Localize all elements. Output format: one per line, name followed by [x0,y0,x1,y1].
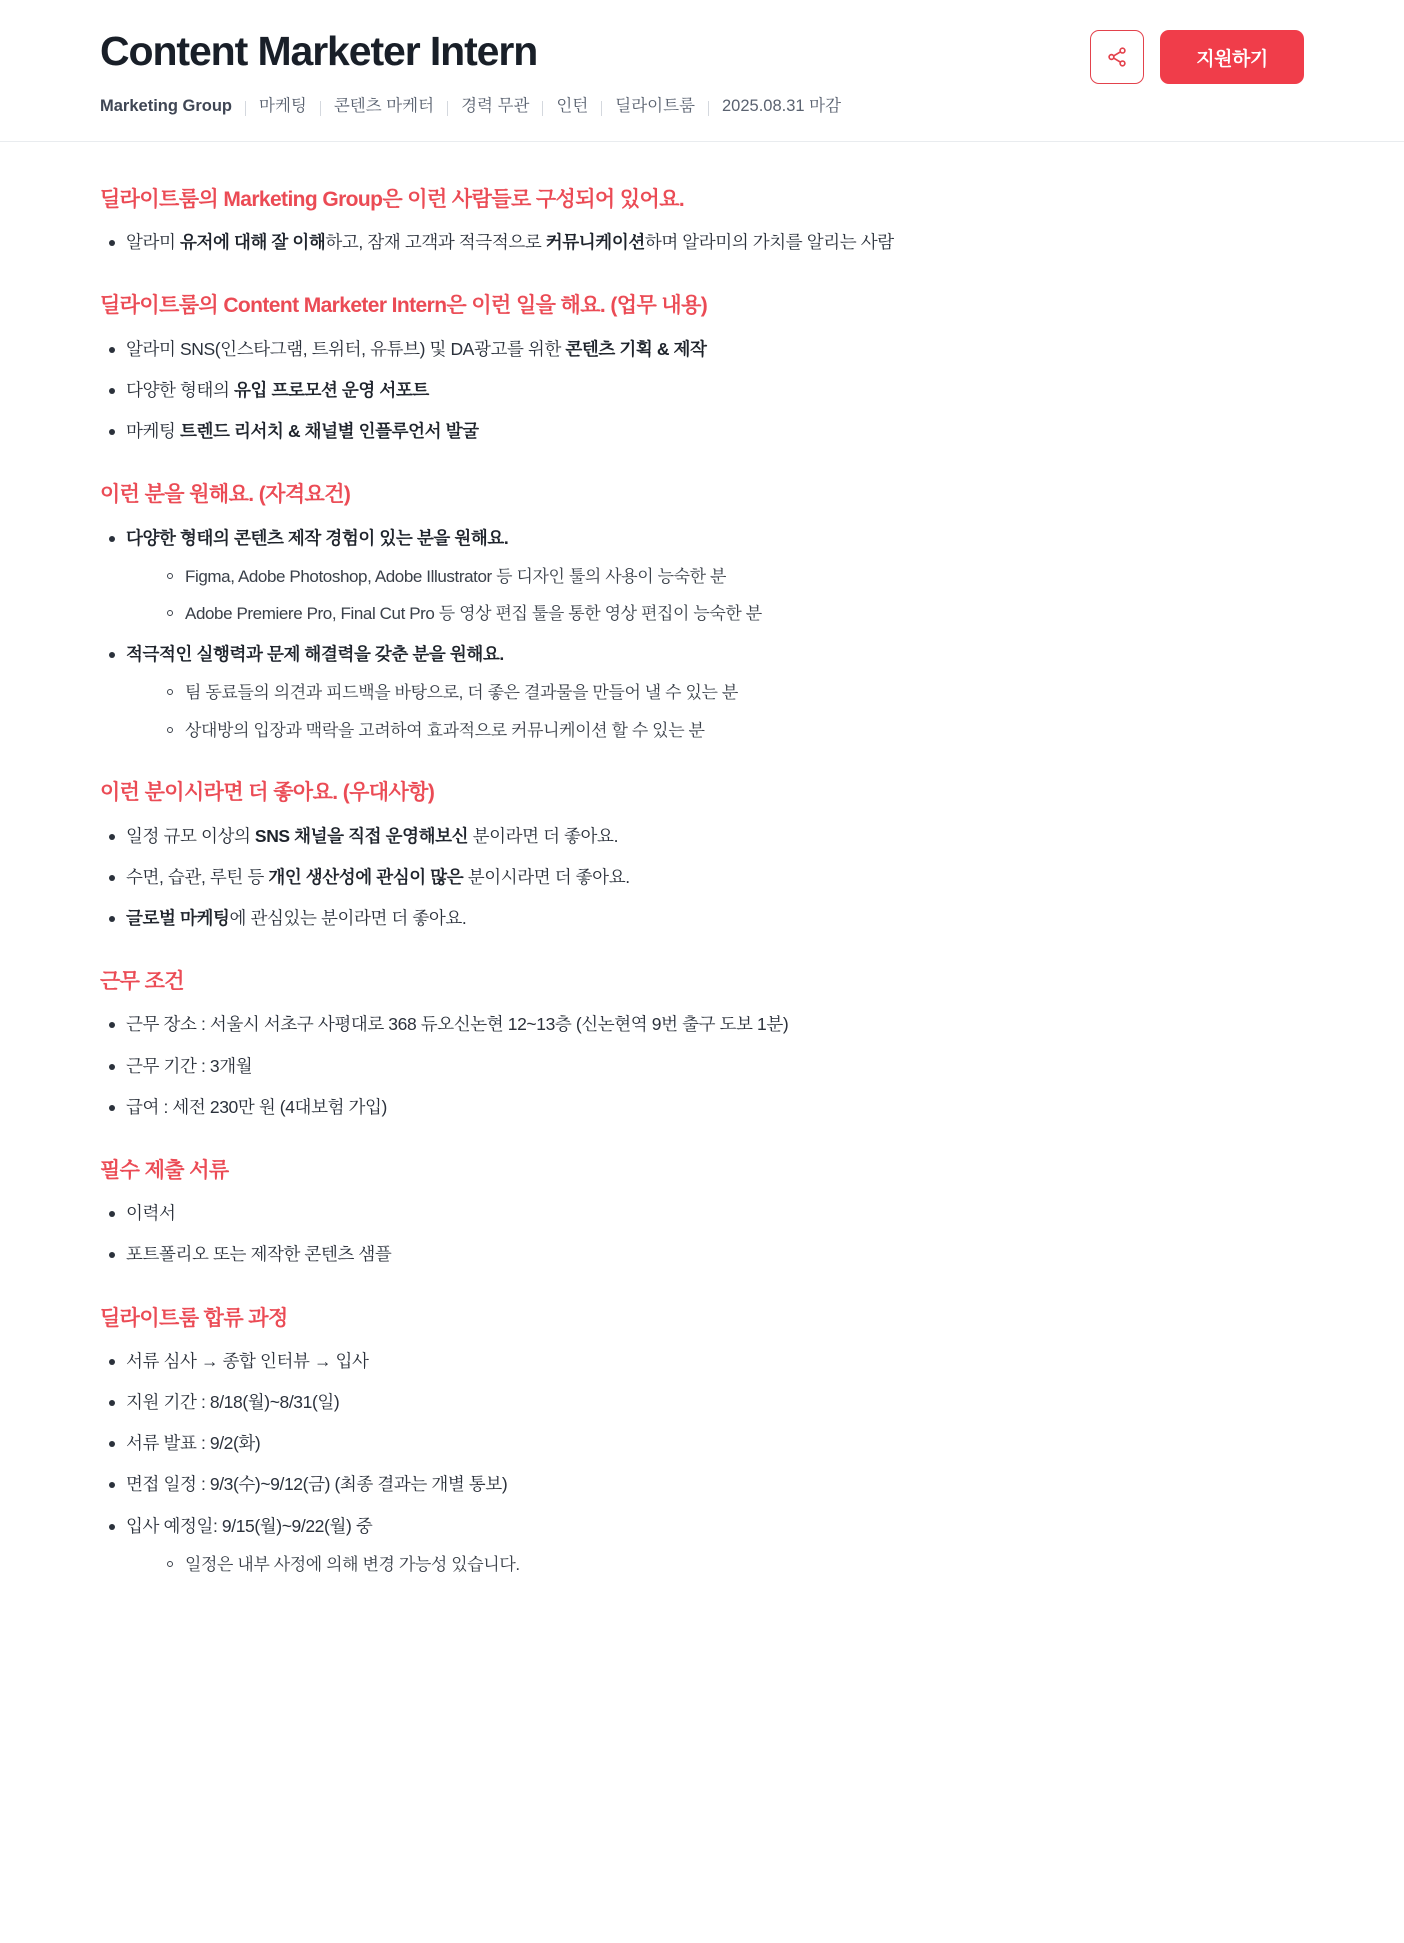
list-item-text: 급여 : 세전 230만 원 (4대보험 가입) [126,1096,387,1117]
list-item-text: 포트폴리오 또는 제작한 콘텐츠 샘플 [126,1244,392,1265]
list-item [100,1471,1304,1498]
list-item [100,336,1304,363]
list-item-text: 근무 장소 : 서울시 서초구 사평대로 368 듀오신논현 12~13층 (신논현역 9번 출구 도보 1분) [126,1014,789,1035]
bullet-list [100,229,1304,256]
meta-item: 인턴 [556,97,589,116]
list-item [100,1053,1304,1080]
job-meta-line [100,94,841,119]
section-heading: 이런 분을 원해요. (자격요건) [100,483,351,507]
page-header [0,0,1404,142]
apply-button[interactable]: 지원하기 [1160,30,1304,84]
meta-separator [542,101,543,116]
list-item [100,1348,1304,1375]
section-heading: 필수 제출 서류 [100,1158,229,1182]
meta-separator [320,101,321,116]
list-item [100,1430,1304,1457]
sub-bullet-list [126,564,1304,627]
list-item-text: 근무 기간 : 3개월 [126,1055,253,1076]
sub-list-item: Figma, Adobe Photoshop, Adobe Illustrator 등 디자인 툴의 사용이 능숙한 분 [158,564,1304,590]
sub-list-item: 일정은 내부 사정에 의해 변경 가능성 있습니다. [158,1552,1304,1578]
meta-item: 콘텐츠 마케터 [333,97,435,116]
description-section [100,184,1304,257]
share-button[interactable] [1090,30,1144,84]
list-item-text: 글로벌 마케팅에 관심있는 분이라면 더 좋아요. [126,907,467,928]
list-item-text: 서류 심사 → 종합 인터뷰 → 입사 [126,1351,369,1372]
meta-item: Marketing Group [100,97,233,116]
list-item [100,1241,1304,1268]
section-heading: 딜라이트룸의 Marketing Group은 이런 사람들로 구성되어 있어요. [100,187,685,211]
share-icon [1106,46,1128,68]
meta-item: 2025.08.31 마감 [722,97,842,116]
meta-separator [708,101,709,116]
bullet-list [100,1200,1304,1268]
section-heading: 딜라이트룸 합류 과정 [100,1306,288,1330]
list-item [100,864,1304,891]
meta-item: 경력 무관 [461,97,530,116]
list-item [100,641,1304,743]
list-item [100,905,1304,932]
list-item [100,377,1304,404]
meta-separator [245,101,246,116]
sub-list-item: Adobe Premiere Pro, Final Cut Pro 등 영상 편집 툴을 통한 영상 편집이 능숙한 분 [158,601,1304,627]
bullet-list [100,823,1304,932]
description-section [100,966,1304,1121]
list-item-text: 일정 규모 이상의 SNS 채널을 직접 운영해보신 분이라면 더 좋아요. [126,825,619,846]
list-item [100,418,1304,445]
list-item-text: 수면, 습관, 루틴 등 개인 생산성에 관심이 많은 분이시라면 더 좋아요. [126,866,630,887]
list-item [100,525,1304,627]
bullet-list [100,525,1304,743]
title-block [100,26,841,119]
list-item-text: 적극적인 실행력과 문제 해결력을 갖춘 분을 원해요. [126,643,504,664]
meta-item: 딜라이트룸 [615,97,695,116]
meta-item: 마케팅 [259,97,307,116]
bullet-list [100,1011,1304,1120]
bullet-list [100,1348,1304,1577]
list-item [100,1094,1304,1121]
list-item-text: 입사 예정일: 9/15(월)~9/22(월) 중 [126,1515,373,1536]
list-item-text: 이력서 [126,1203,176,1224]
list-item [100,1389,1304,1416]
meta-separator [601,101,602,116]
list-item-text: 다양한 형태의 유입 프로모션 운영 서포트 [126,380,429,401]
description-section [100,479,1304,743]
list-item [100,1011,1304,1038]
list-item-text: 알라미 SNS(인스타그램, 트위터, 유튜브) 및 DA광고를 위한 콘텐츠 기획 & 제작 [126,338,707,359]
list-item [100,229,1304,256]
page-title: Content Marketer Intern [100,28,538,74]
list-item-text: 알라미 유저에 대해 잘 이해하고, 잠재 고객과 적극적으로 커뮤니케이션하며 알라미의 가치를 알리는 사람 [126,232,894,253]
list-item [100,1513,1304,1578]
description-section [100,290,1304,445]
sub-list-item: 팀 동료들의 의견과 피드백을 바탕으로, 더 좋은 결과물을 만들어 낼 수 있는 분 [158,680,1304,706]
description-section [100,1303,1304,1578]
sub-bullet-list [126,1552,1304,1578]
description-section [100,1155,1304,1269]
bullet-list [100,336,1304,445]
list-item-text: 지원 기간 : 8/18(월)~8/31(일) [126,1392,340,1413]
list-item-text: 마케팅 트렌드 리서치 & 채널별 인플루언서 발굴 [126,421,479,442]
sub-list-item: 상대방의 입장과 맥락을 고려하여 효과적으로 커뮤니케이션 할 수 있는 분 [158,718,1304,744]
sub-bullet-list [126,680,1304,743]
list-item-text: 다양한 형태의 콘텐츠 제작 경험이 있는 분을 원해요. [126,527,509,548]
list-item-text: 서류 발표 : 9/2(화) [126,1433,261,1454]
list-item-text: 면접 일정 : 9/3(수)~9/12(금) (최종 결과는 개별 통보) [126,1474,508,1495]
section-heading: 딜라이트룸의 Content Marketer Intern은 이런 일을 해요. (업무 내용) [100,294,708,318]
section-heading: 이런 분이시라면 더 좋아요. (우대사항) [100,781,435,805]
header-actions [1090,26,1304,84]
description-section [100,777,1304,932]
job-description-content [0,142,1404,1671]
list-item [100,823,1304,850]
list-item [100,1200,1304,1227]
section-heading: 근무 조건 [100,969,184,993]
meta-separator [447,101,448,116]
